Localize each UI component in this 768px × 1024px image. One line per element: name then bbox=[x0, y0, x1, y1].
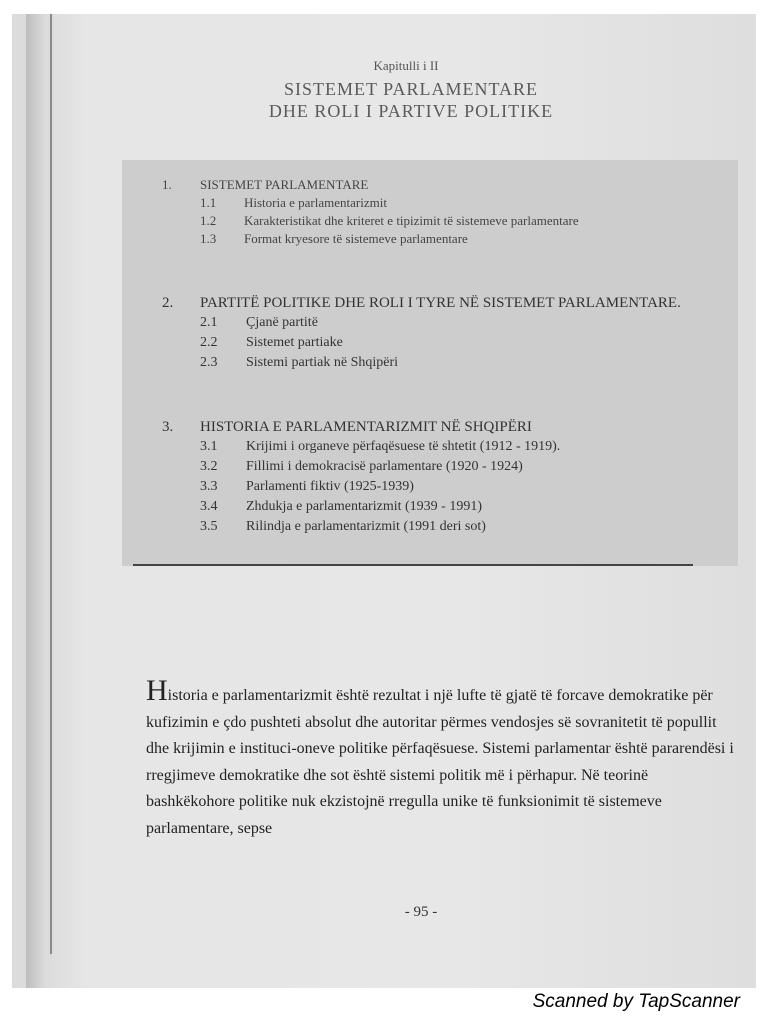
toc-section-1 bbox=[162, 176, 722, 248]
book-page bbox=[26, 14, 756, 988]
toc-section-2 bbox=[162, 294, 722, 373]
chapter-title bbox=[176, 78, 646, 122]
toc-item: 3.5 Rilindja e parlamentarizmit (1991 deri sot) bbox=[200, 519, 486, 534]
toc-item: 3.4 Zhdukja e parlamentarizmit (1939 - 1991) bbox=[200, 499, 482, 514]
toc-item: 3.1 Krijimi i organeve përfaqësuese të shtetit (1912 - 1919). bbox=[200, 439, 561, 454]
toc-section-heading: 3. HISTORIA E PARLAMENTARIZMIT NË SHQIPËRI bbox=[162, 419, 532, 435]
toc-divider bbox=[133, 564, 693, 566]
drop-cap: H bbox=[146, 674, 168, 707]
toc-item: 2.1 Çjanë partitë bbox=[200, 315, 318, 330]
chapter-title-line2: DHE ROLI I PARTIVE POLITIKE bbox=[268, 101, 554, 121]
page-number: - 95 - bbox=[404, 904, 438, 920]
chapter-title-line1: SISTEMET PARLAMENTARE bbox=[283, 79, 539, 99]
chapter-label: Kapitulli i II bbox=[373, 58, 439, 73]
toc-item: 2.2 Sistemet partiake bbox=[200, 335, 343, 350]
toc-item: 3.2 Fillimi i demokracisë parlamentare (1920 - 1924) bbox=[200, 459, 523, 474]
toc-section-3 bbox=[162, 418, 722, 537]
scanner-watermark: Scanned by TapScanner bbox=[532, 991, 740, 1012]
book-gutter bbox=[26, 14, 46, 988]
toc-section-heading: 1. SISTEMET PARLAMENTARE bbox=[162, 177, 369, 192]
scanned-photo bbox=[12, 14, 756, 988]
toc-item: 2.3 Sistemi partiak në Shqipëri bbox=[200, 355, 399, 370]
toc-item: 1.2 Karakteristikat dhe kriteret e tipizimit të sistemeve parlamentare bbox=[200, 213, 579, 228]
gutter-line bbox=[50, 14, 52, 954]
toc-item: 1.3 Format kryesore të sistemeve parlamentare bbox=[200, 231, 468, 246]
toc-item: 3.3 Parlamenti fiktiv (1925-1939) bbox=[200, 479, 414, 494]
toc-section-heading: 2. PARTITË POLITIKE DHE ROLI I TYRE NË SISTEMET PARLAMENTARE. bbox=[162, 295, 681, 311]
body-text: istoria e parlamentarizmit është rezultat i një lufte të gjatë të forcave demokratike për kufizimin e çdo pushteti absolut dhe autoritar përmes vendosjes së sovranitetit të popullit dhe krijimin e instituci-oneve politike përfaqësuese. Sistemi parlamentar është pararendësi i rregjimeve demokratike dhe sot është sistemi politik më i përhapur. Në teorinë bashkëkohore politike nuk ekzistojnë rregulla unike të funksionimit të sistemeve parlamentare, sepse bbox=[146, 687, 734, 837]
body-paragraph bbox=[146, 674, 736, 842]
toc-item: 1.1 Historia e parlamentarizmit bbox=[200, 195, 387, 210]
